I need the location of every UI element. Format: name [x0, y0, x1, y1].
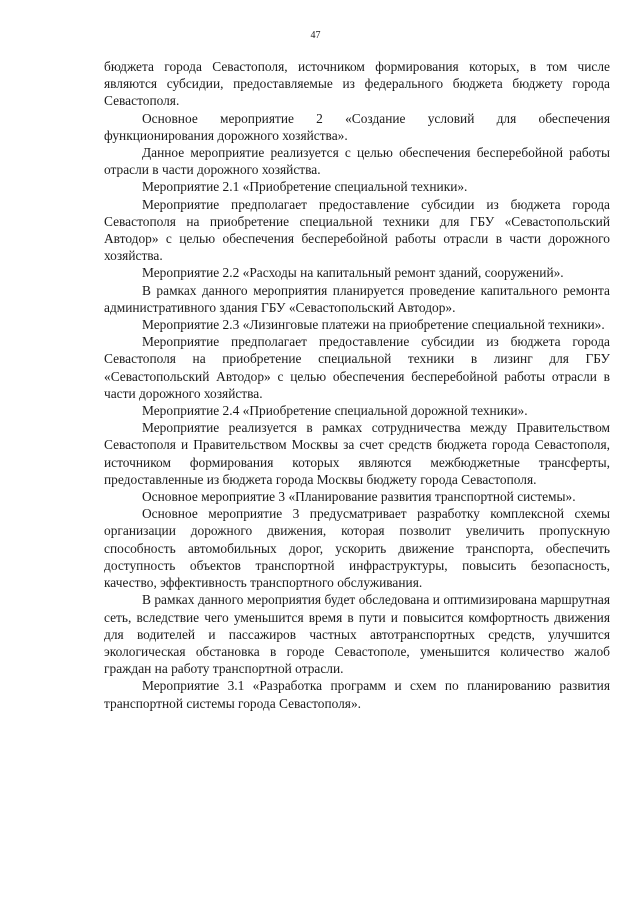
paragraph-activity-2-3-description: Мероприятие предполагает предоставление субсидии из бюджета города Севастополя на приобретение специальной техники в лизинг для ГБУ «Севастопольский Автодор» с целью обеспечения бесперебойной работы отрасли в части дорожного хозяйства. — [104, 334, 610, 401]
paragraph-activity-2-1-description: Мероприятие предполагает предоставление субсидии из бюджета города Севастополя на приобретение специальной техники для ГБУ «Севастопольский Автодор» с целью обеспечения бесперебойной работы отрасли в части дорожного хозяйства. — [104, 196, 610, 264]
paragraph-activity-2-4-title: Мероприятие 2.4 «Приобретение специальной дорожной техники». — [142, 403, 528, 419]
paragraph-main-activity-3: Основное мероприятие 3 «Планирование развития транспортной системы». — [142, 489, 576, 505]
paragraph-activity-2-2-description: В рамках данного мероприятия планируется проведение капитального ремонта административного здания ГБУ «Севастопольский Автодор». — [104, 282, 610, 315]
paragraph-budget-continuation: бюджета города Севастополя, источником формирования которых, в том числе являются субсидии, предоставляемые из федерального бюджета бюджету города Севастополя. — [104, 59, 610, 109]
document-body — [104, 58, 610, 712]
paragraph-activity-2-4-description: Мероприятие реализуется в рамках сотрудничества между Правительством Севастополя и Правительством Москвы за счет средств бюджета города Севастополя, источником формирования которых являются межбюджетные трансферты, предоставленные из бюджета города Москвы бюджету города Севастополя. — [104, 420, 610, 487]
paragraph-main-activity-3-description: Основное мероприятие 3 предусматривает разработку комплексной схемы организации дорожного движения, которая позволит увеличить пропускную способность автомобильных дорог, ускорить движение транспорта, обеспечить доступность объектов транспортной инфраструктуры, повысить безопасность, качество, эффективность транспортного обслуживания. — [104, 506, 610, 591]
paragraph-activity-2-3-title: Мероприятие 2.3 «Лизинговые платежи на приобретение специальной техники». — [142, 317, 605, 333]
paragraph-activity-2-2-title: Мероприятие 2.2 «Расходы на капитальный ремонт зданий, сооружений». — [142, 265, 564, 281]
paragraph-route-network-optimization: В рамках данного мероприятия будет обследована и оптимизирована маршрутная сеть, вследствие чего уменьшится время в пути и повысится комфортность движения для водителей и пассажиров частных автотранспортных средств, улучшится экологическая обстановка в городе Севастополе, уменьшится количество жалоб граждан на работу транспортной отрасли. — [104, 592, 610, 677]
paragraph-activity-2-1-title: Мероприятие 2.1 «Приобретение специальной техники». — [142, 179, 468, 195]
page-number: 47 — [310, 30, 321, 41]
paragraph-main-activity-2: Основное мероприятие 2 «Создание условий для обеспечения функционирования дорожного хозяйства». — [104, 110, 610, 143]
paragraph-activity-3-1-title: Мероприятие 3.1 «Разработка программ и схем по планированию развития транспортной системы города Севастополя». — [104, 678, 610, 711]
paragraph-activity-2-purpose: Данное мероприятие реализуется с целью обеспечения бесперебойной работы отрасли в части дорожного хозяйства. — [104, 145, 610, 178]
